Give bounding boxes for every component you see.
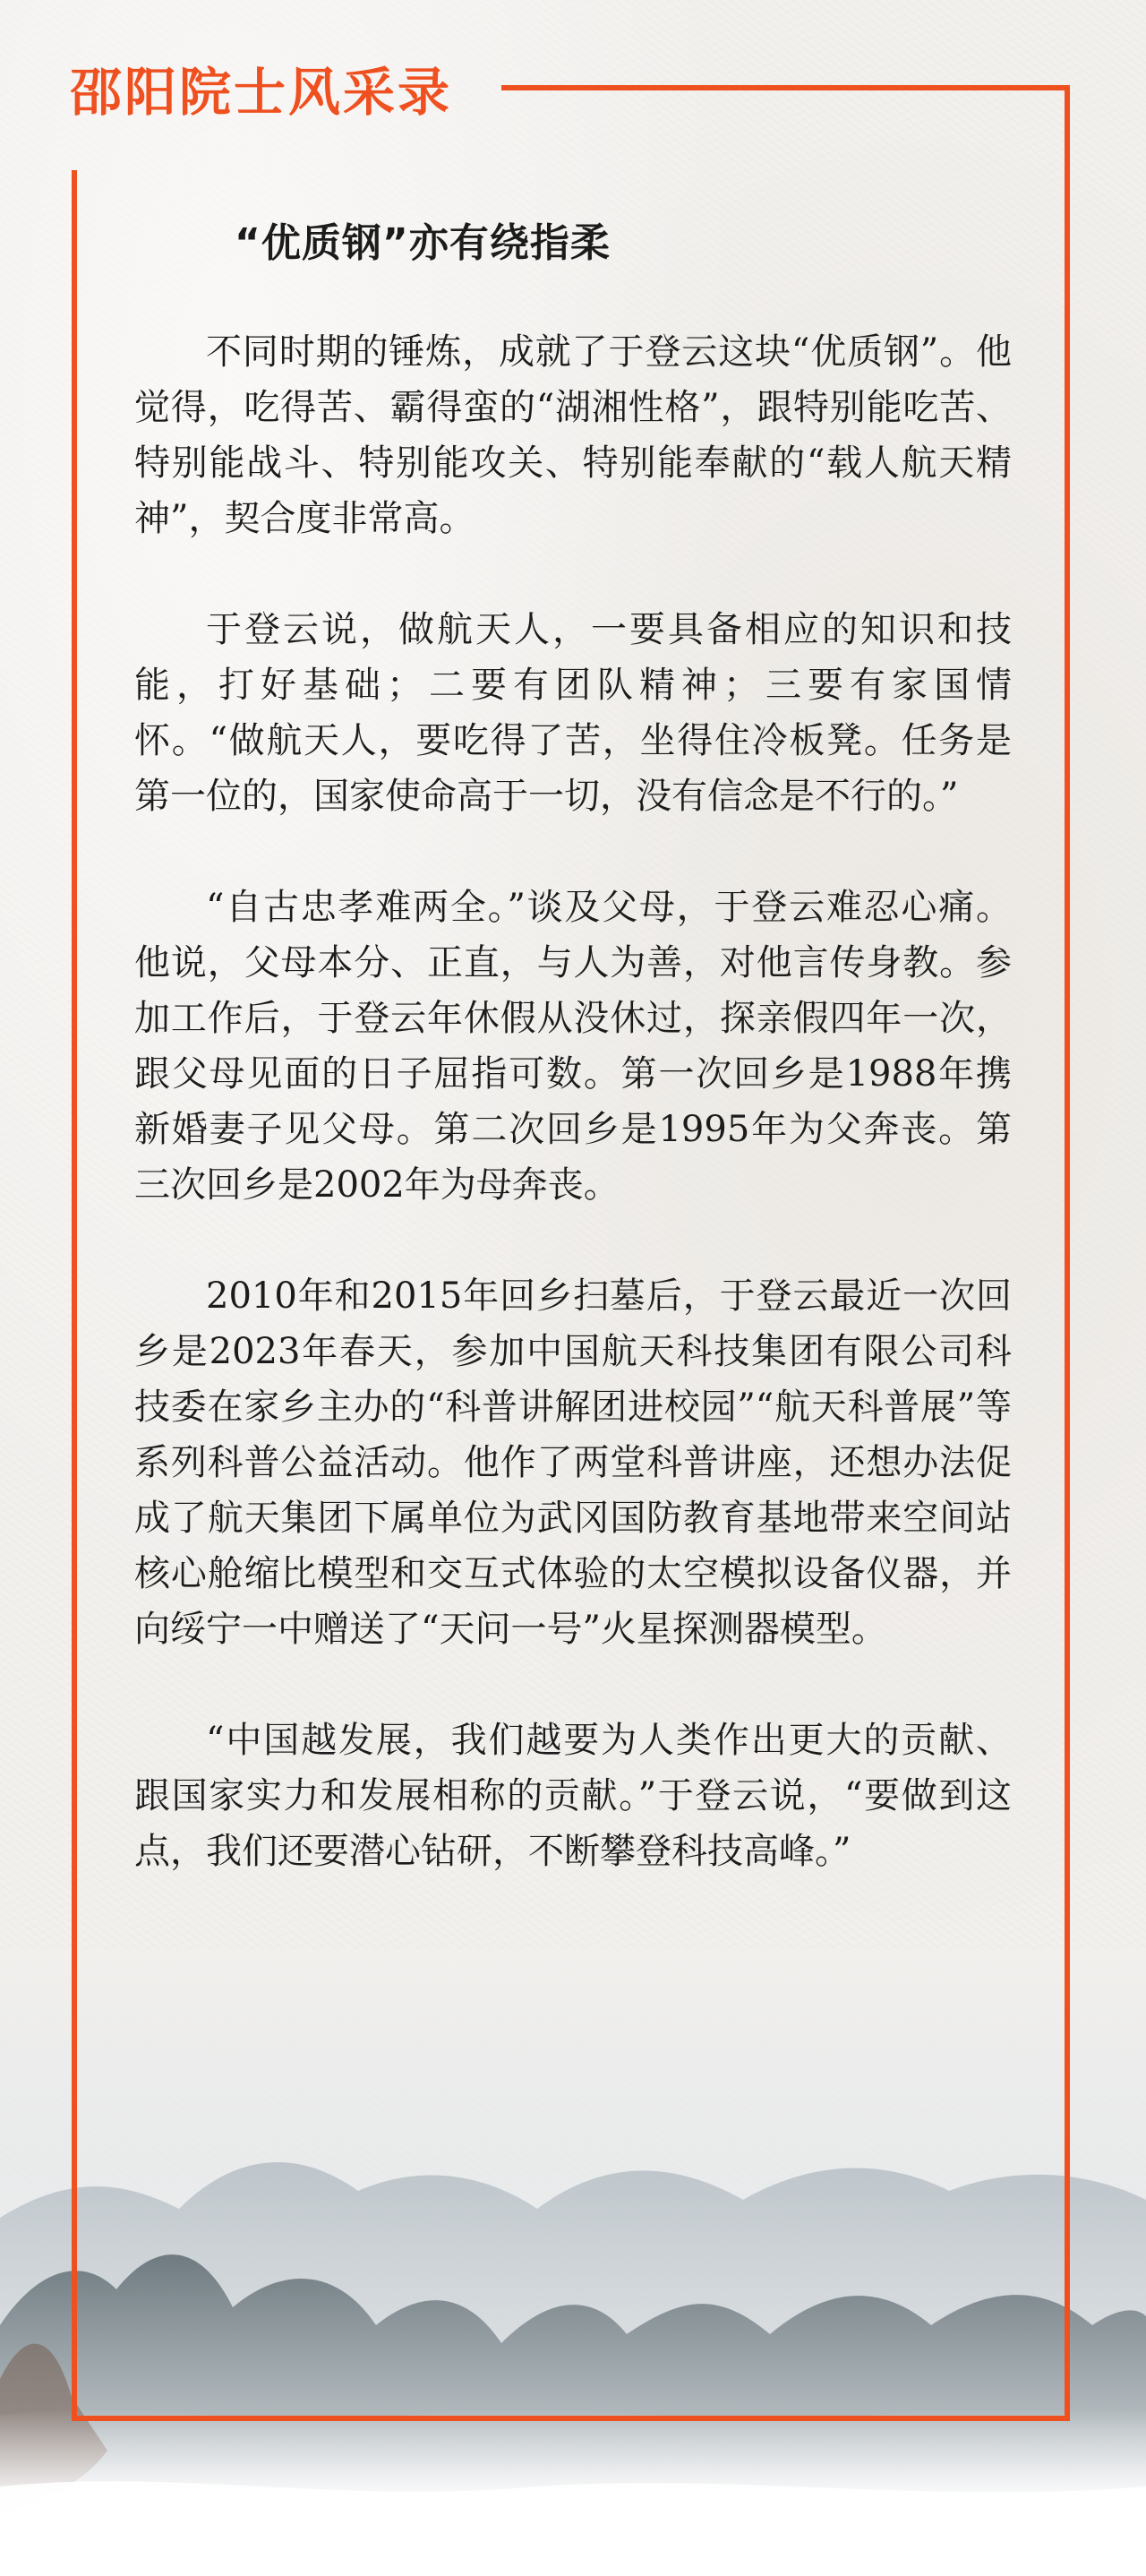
article-paragraph: 于登云说，做航天人，一要具备相应的知识和技能，打好基础；二要有团队精神；三要有家国情怀。“做航天人，要吃得了苦，坐得住冷板凳。任务是第一位的，国家使命高于一切，没有信念是不行的。” [134, 609, 1012, 817]
article-heading: “优质钢”亦有绕指柔 [235, 220, 611, 266]
article-paragraph: 不同时期的锤炼，成就了于登云这块“优质钢”。他觉得，吃得苦、霸得蛮的“湖湘性格”，跟特别能吃苦、特别能战斗、特别能攻关、特别能奉献的“载人航天精神”，契合度非常高。 [134, 331, 1012, 539]
article [134, 208, 1012, 1935]
frame-top-line [501, 85, 1070, 90]
article-paragraph: 2010年和2015年回乡扫墓后，于登云最近一次回乡是2023年春天，参加中国航天科技集团有限公司科技委在家乡主办的“科普讲解团进校园”“航天科普展”等系列科普公益活动。他作了两堂科普讲座，还想办法促成了航天集团下属单位为武冈国防教育基地带来空间站核心舱缩比模型和交互式体验的太空模拟设备仪器，并向绥宁一中赠送了“天问一号”火星探测器模型。 [134, 1275, 1012, 1650]
site-title: 邵阳院士风采录 [70, 62, 453, 123]
frame-bottom-line [72, 2416, 1070, 2421]
article-paragraph: “中国越发展，我们越要为人类作出更大的贡献、跟国家实力和发展相称的贡献。”于登云说，“要做到这点，我们还要潜心钻研，不断攀登科技高峰。” [134, 1720, 1012, 1872]
frame-right-line [1065, 85, 1070, 2421]
misty-mountains-illustration [0, 1949, 1146, 2576]
article-paragraph: “自古忠孝难两全。”谈及父母，于登云难忍心痛。他说，父母本分、正直，与人为善，对他言传身教。参加工作后，于登云年休假从没休过，探亲假四年一次，跟父母见面的日子屈指可数。第一次回乡是1988年携新婚妻子见父母。第二次回乡是1995年为父奔丧。第三次回乡是2002年为母奔丧。 [134, 887, 1012, 1206]
frame-left-line [72, 170, 77, 2421]
